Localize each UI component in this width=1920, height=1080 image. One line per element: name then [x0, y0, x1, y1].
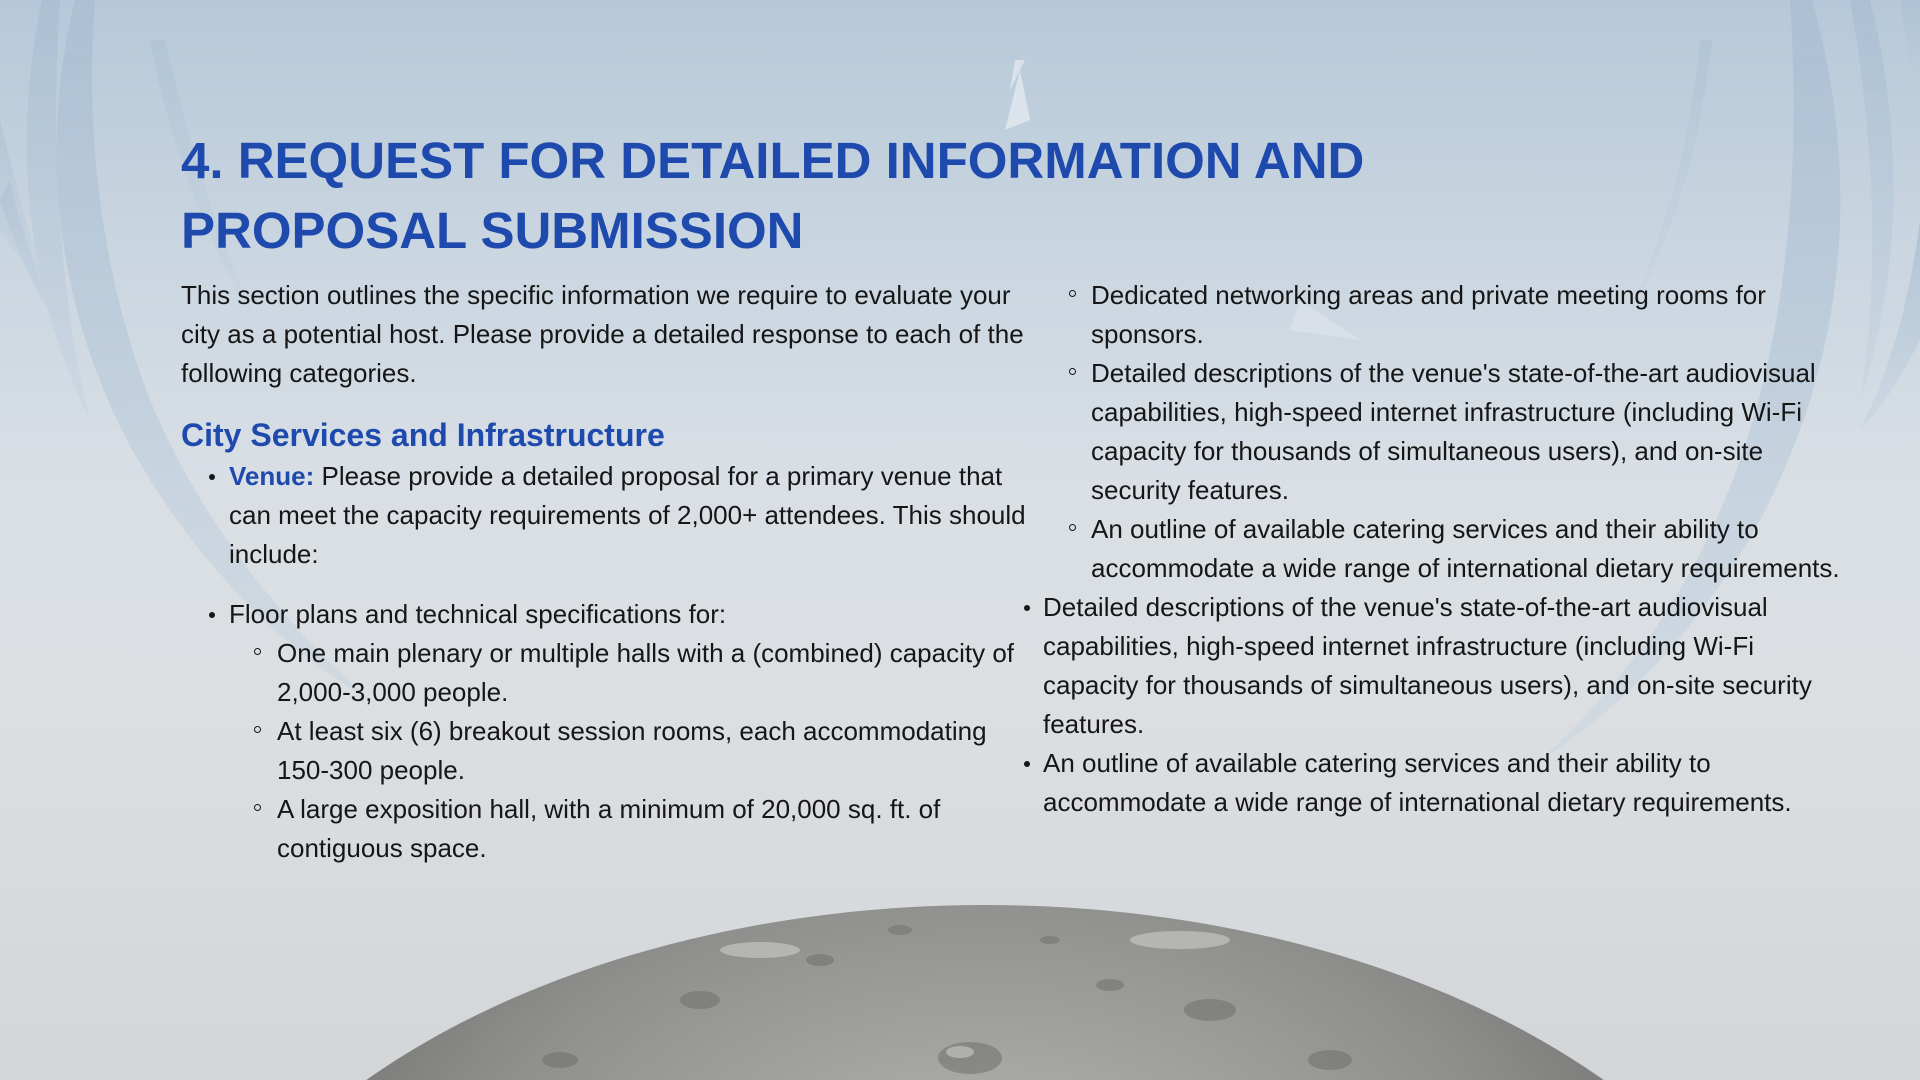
- right-column: [1036, 276, 1856, 822]
- venue-label: Venue:: [229, 461, 315, 491]
- sub-list-item: An outline of available catering services and their ability to accommodate a wide range of international dietary requirements.: [1036, 510, 1856, 588]
- list-item: Detailed descriptions of the venue's state-of-the-art audiovisual capabilities, high-speed internet infrastructure (including Wi-Fi capacity for thousands of simultaneous users), and on-site security features.: [1036, 588, 1856, 744]
- sub-list-item: One main plenary or multiple halls with a (combined) capacity of 2,000-3,000 people.: [229, 634, 1041, 712]
- sub-list-item: Dedicated networking areas and private meeting rooms for sponsors.: [1036, 276, 1856, 354]
- continued-list: [1036, 588, 1856, 822]
- page-title: 4. REQUEST FOR DETAILED INFORMATION AND PROPOSAL SUBMISSION: [181, 132, 1365, 259]
- continued-sublist: [1036, 276, 1856, 588]
- venue-list: [181, 457, 1041, 868]
- sub-list-item: Detailed descriptions of the venue's state-of-the-art audiovisual capabilities, high-speed internet infrastructure (including Wi-Fi capacity for thousands of simultaneous users), and on-site security features.: [1036, 354, 1856, 510]
- slide-content: [181, 126, 1861, 863]
- list-item: [181, 595, 1041, 868]
- list-item: [181, 457, 1041, 574]
- venue-text: Please provide a detailed proposal for a primary venue that can meet the capacity requirements of 2,000+ attendees. This should include:: [229, 461, 1026, 569]
- floor-plans-text: Floor plans and technical specifications for:: [229, 599, 727, 629]
- section-heading: City Services and Infrastructure: [181, 417, 665, 453]
- intro-paragraph: This section outlines the specific information we require to evaluate your city as a potential host. Please provide a detailed response to each of the following categories.: [181, 280, 1024, 388]
- sub-list-item: At least six (6) breakout session rooms, each accommodating 150-300 people.: [229, 712, 1041, 790]
- floor-plans-sublist: [229, 634, 1041, 868]
- list-item: An outline of available catering services and their ability to accommodate a wide range of international dietary requirements.: [1036, 744, 1856, 822]
- left-column: [181, 276, 1041, 868]
- sub-list-item: A large exposition hall, with a minimum of 20,000 sq. ft. of contiguous space.: [229, 790, 1041, 868]
